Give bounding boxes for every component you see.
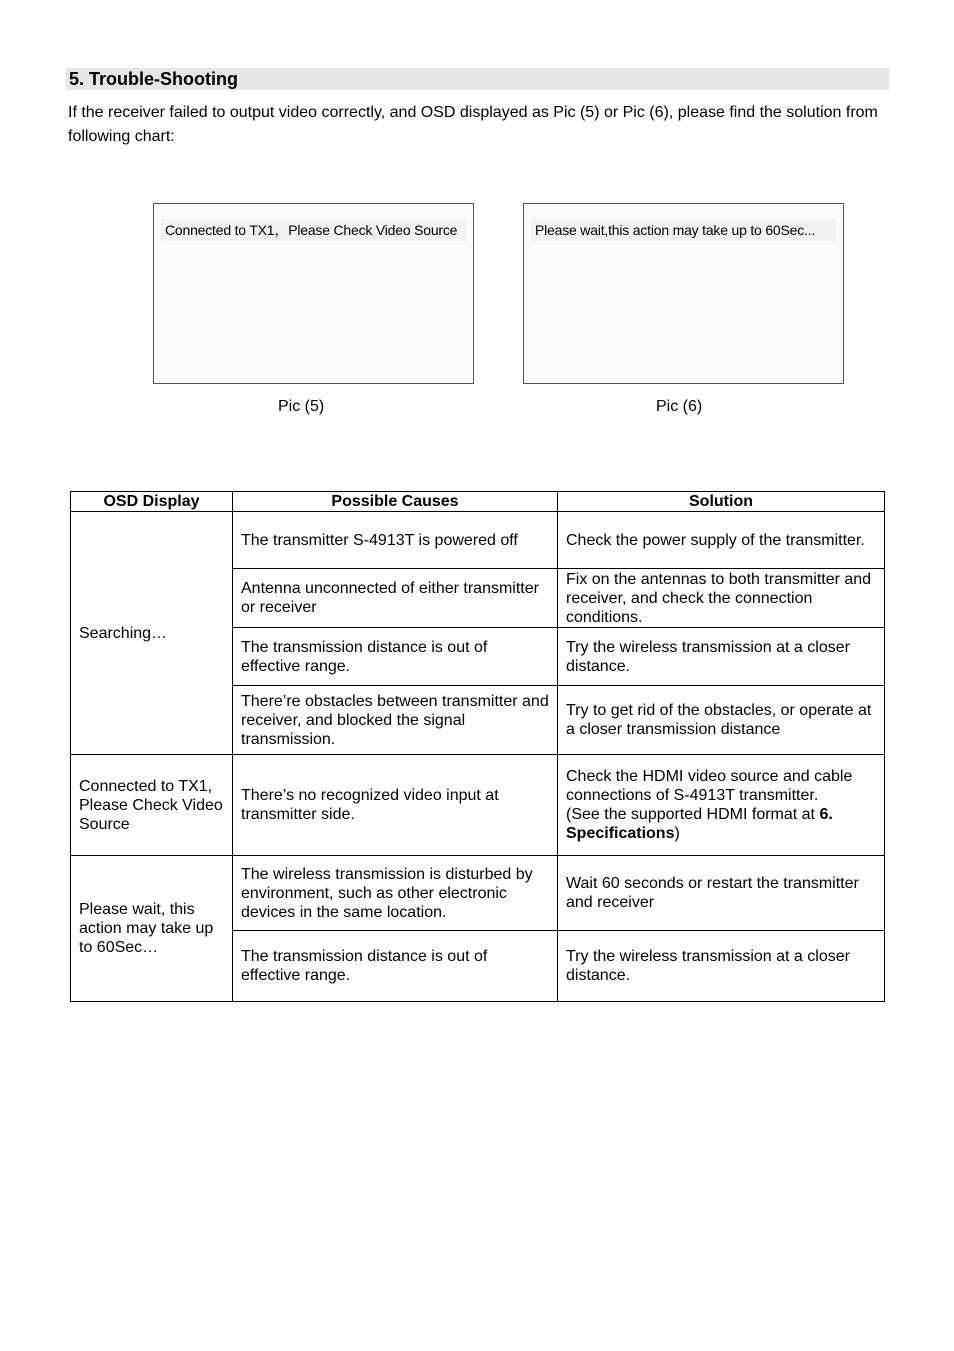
pic-6-caption: Pic (6) xyxy=(656,398,703,415)
cause-cell: There’s no recognized video input at transmitter side. xyxy=(233,755,558,856)
intro-paragraph: If the receiver failed to output video correctly, and OSD displayed as Pic (5) or Pic (6), please find the solution from following chart: xyxy=(68,104,878,145)
solution-cell: Try the wireless transmission at a closer distance. xyxy=(558,931,885,1002)
pic-6-osd-message: Please wait,this action may take up to 60Sec... xyxy=(531,219,836,241)
solution-cell: Try the wireless transmission at a closer distance. xyxy=(558,628,885,686)
header-osd-display: OSD Display xyxy=(71,492,233,512)
pic-5-osd-message: Connected to TX1，Please Check Video Source xyxy=(161,219,466,241)
table-header-row xyxy=(71,492,885,512)
osd-please-wait: Please wait, this action may take up to 60Sec… xyxy=(71,856,233,1002)
osd-searching: Searching… xyxy=(71,512,233,755)
solution-cell: Wait 60 seconds or restart the transmitter and receiver xyxy=(558,856,885,931)
table-row xyxy=(71,755,885,856)
header-solution: Solution xyxy=(558,492,885,512)
table-row xyxy=(71,856,885,931)
solution-cell: Check the power supply of the transmitter. xyxy=(558,512,885,569)
troubleshooting-table xyxy=(70,491,885,1002)
section-title: 5. Trouble-Shooting xyxy=(69,69,238,89)
solution-text: (See the supported HDMI format at xyxy=(566,806,820,823)
specifications-reference: 6. Specifications xyxy=(566,806,833,842)
pic-5-osd-screen xyxy=(153,203,474,384)
cause-cell: There’re obstacles between transmitter and receiver, and blocked the signal transmission. xyxy=(233,686,558,755)
pic-5-caption: Pic (5) xyxy=(278,398,325,415)
header-possible-causes: Possible Causes xyxy=(233,492,558,512)
cause-cell: The transmission distance is out of effective range. xyxy=(233,628,558,686)
cause-cell: The transmission distance is out of effective range. xyxy=(233,931,558,1002)
cause-cell: Antenna unconnected of either transmitter or receiver xyxy=(233,569,558,628)
cause-cell: The wireless transmission is disturbed by environment, such as other electronic devices in the same location. xyxy=(233,856,558,931)
solution-text: Check the HDMI video source and cable connections of S-4913T transmitter. xyxy=(566,768,853,804)
solution-cell: Try to get rid of the obstacles, or operate at a closer transmission distance xyxy=(558,686,885,755)
cause-cell: The transmitter S-4913T is powered off xyxy=(233,512,558,569)
solution-cell xyxy=(558,755,885,856)
table-row xyxy=(71,512,885,569)
solution-text: ) xyxy=(674,825,680,842)
pic-6-osd-screen xyxy=(523,203,844,384)
section-header xyxy=(66,68,889,90)
osd-connected-tx1: Connected to TX1, Please Check Video Source xyxy=(71,755,233,856)
solution-cell: Fix on the antennas to both transmitter and receiver, and check the connection conditions. xyxy=(558,569,885,628)
